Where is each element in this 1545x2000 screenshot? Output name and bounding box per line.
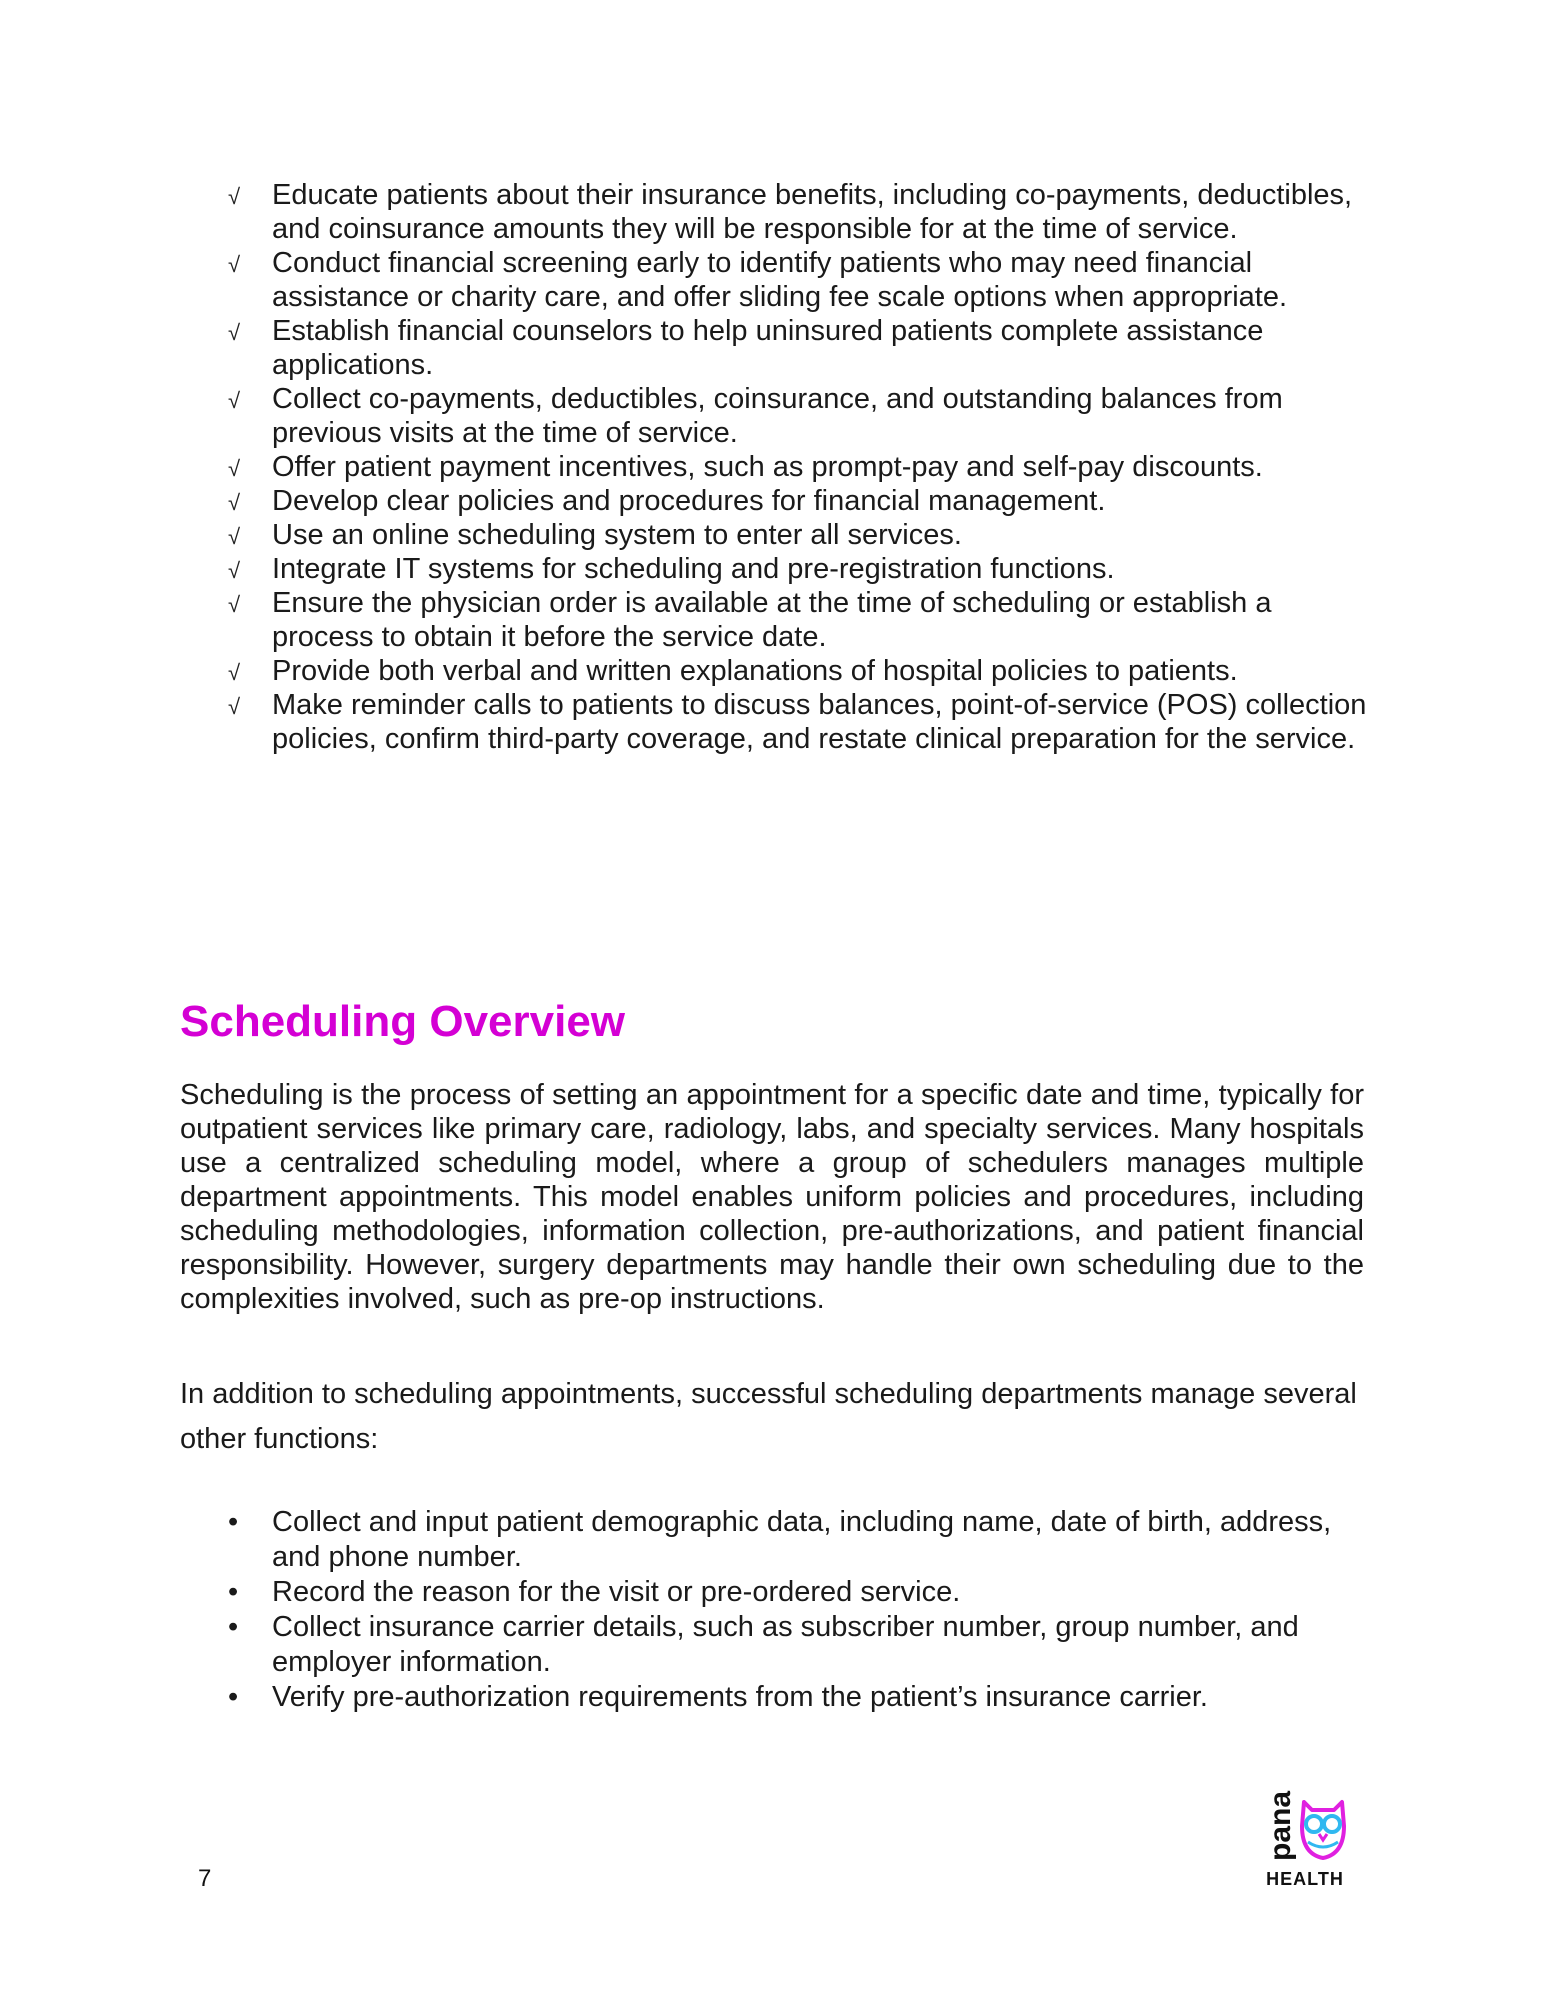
checklist-item <box>228 688 1378 756</box>
intro-paragraph: Scheduling is the process of setting an appointment for a specific date and time, typically for outpatient services like primary care, radiology, labs, and specialty services. Many hospitals use a centralized scheduling model, where a group of schedulers manages multiple department appointments. This model enables uniform policies and procedures, including scheduling methodologies, information collection, pre-authorizations, and patient financial responsibility. However, surgery departments may handle their own scheduling due to the complexities involved, such as pre-op instructions. <box>180 1079 1364 1315</box>
list-item-text: Verify pre-authorization requirements from the patient’s insurance carrier. <box>272 1681 1208 1713</box>
list-item-text: Make reminder calls to patients to discuss balances, point-of-service (POS) collection policies, confirm third-party coverage, and restate clinical preparation for the service. <box>272 689 1367 755</box>
checklist-item <box>228 654 1378 688</box>
checklist-item <box>228 246 1378 314</box>
checkmark-icon: √ <box>228 388 241 413</box>
bullet-icon: • <box>228 1681 239 1713</box>
checklist <box>228 178 1378 756</box>
checklist-item <box>228 314 1378 382</box>
list-item-text: Develop clear policies and procedures for financial management. <box>272 485 1106 517</box>
bullet-icon: • <box>228 1506 239 1538</box>
bullet-icon: • <box>228 1611 239 1643</box>
checklist-item <box>228 450 1378 484</box>
list-item-text: Provide both verbal and written explanations of hospital policies to patients. <box>272 655 1238 687</box>
checkmark-icon: √ <box>228 490 241 515</box>
list-item-text: Use an online scheduling system to enter all services. <box>272 519 962 551</box>
function-item <box>228 1680 1378 1715</box>
logo-brand: HEALTH <box>1266 1869 1344 1889</box>
list-item-text: Collect insurance carrier details, such as subscriber number, group number, and employer information. <box>272 1611 1299 1678</box>
function-item <box>228 1575 1378 1610</box>
checklist-item <box>228 586 1378 654</box>
list-item-text: Establish financial counselors to help uninsured patients complete assistance applications. <box>272 315 1264 381</box>
list-item-text: Record the reason for the visit or pre-ordered service. <box>272 1576 961 1608</box>
checklist-item <box>228 552 1378 586</box>
owl-icon <box>1294 1792 1352 1864</box>
page-number: 7 <box>198 1865 212 1892</box>
checkmark-icon: √ <box>228 184 241 209</box>
logo-word: pana <box>1264 1790 1297 1861</box>
list-item-text: Educate patients about their insurance benefits, including co-payments, deductibles, and coinsurance amounts they will be responsible for at the time of service. <box>272 179 1353 245</box>
checkmark-icon: √ <box>228 524 241 549</box>
pana-health-logo <box>1258 1790 1352 1890</box>
checklist-item <box>228 382 1378 450</box>
checkmark-icon: √ <box>228 252 241 277</box>
list-item-text: Collect co-payments, deductibles, coinsurance, and outstanding balances from previous visits at the time of service. <box>272 383 1283 449</box>
function-item <box>228 1610 1378 1680</box>
list-item-text: Collect and input patient demographic data, including name, date of birth, address, and phone number. <box>272 1506 1332 1573</box>
functions-intro-paragraph: In addition to scheduling appointments, successful scheduling departments manage several other functions: <box>180 1378 1357 1455</box>
checkmark-icon: √ <box>228 694 241 719</box>
checkmark-icon: √ <box>228 558 241 583</box>
list-item-text: Integrate IT systems for scheduling and pre-registration functions. <box>272 553 1115 585</box>
list-item-text: Ensure the physician order is available at the time of scheduling or establish a process to obtain it before the service date. <box>272 587 1272 653</box>
list-item-text: Conduct financial screening early to identify patients who may need financial assistance or charity care, and offer sliding fee scale options when appropriate. <box>272 247 1288 313</box>
list-item-text: Offer patient payment incentives, such as prompt-pay and self-pay discounts. <box>272 451 1263 483</box>
checklist-item <box>228 484 1378 518</box>
bullet-icon: • <box>228 1576 239 1608</box>
function-item <box>228 1505 1378 1575</box>
checkmark-icon: √ <box>228 660 241 685</box>
checklist-item <box>228 518 1378 552</box>
checklist-item <box>228 178 1378 246</box>
checkmark-icon: √ <box>228 456 241 481</box>
checkmark-icon: √ <box>228 320 241 345</box>
checkmark-icon: √ <box>228 592 241 617</box>
section-title: Scheduling Overview <box>180 997 626 1046</box>
functions-list <box>228 1505 1378 1715</box>
